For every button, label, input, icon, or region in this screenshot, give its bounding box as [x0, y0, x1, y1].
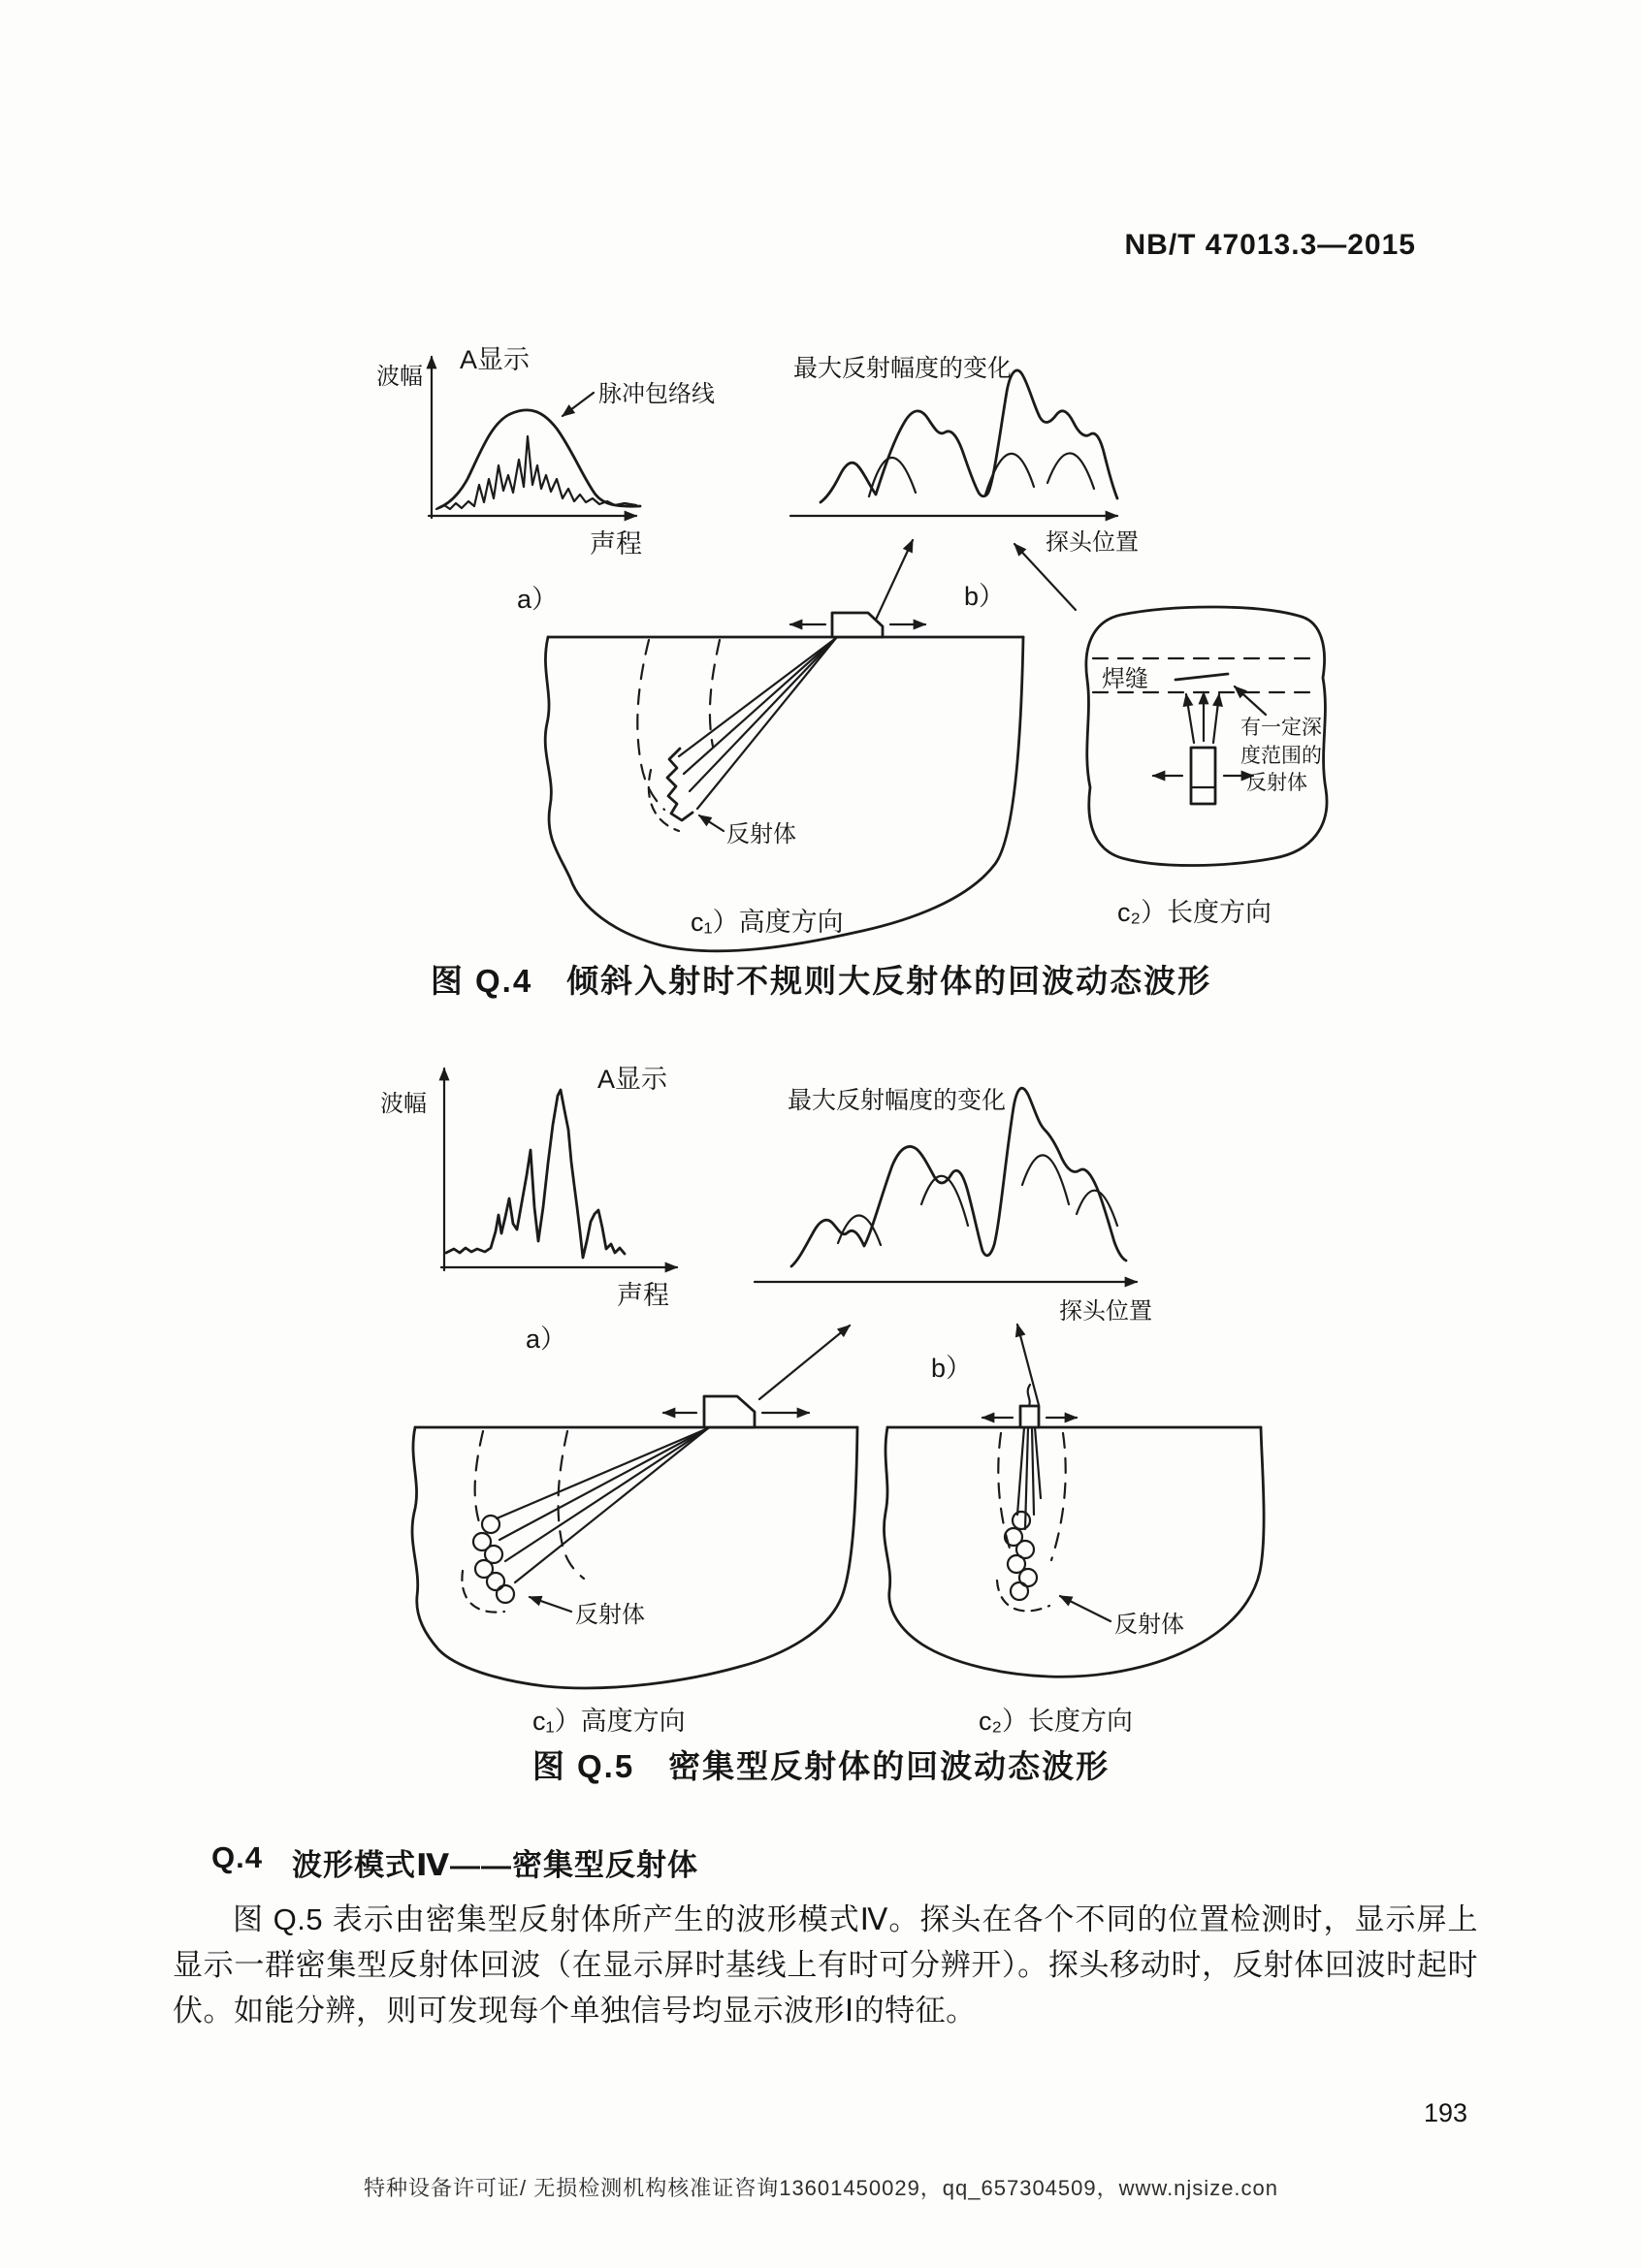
- q4a-panel-label: a）: [517, 585, 559, 614]
- q4c2-panel-label: c₂）长度方向: [1117, 898, 1272, 927]
- q5-connector-arrow-c1-to-b: [759, 1326, 850, 1399]
- q4c1-reflector-arrow: [699, 815, 724, 831]
- q4c2-note-line3: 反射体: [1246, 772, 1307, 794]
- figure-q4-panel-c2: [1086, 607, 1327, 927]
- q4a-y-label: 波幅: [376, 364, 423, 390]
- q4b-title: 最大反射幅度的变化: [793, 355, 1013, 382]
- section-heading: [211, 1840, 698, 1884]
- q4b-panel-label: b）: [964, 582, 1006, 611]
- section-title: 波形模式Ⅳ——密集型反射体: [291, 1848, 699, 1882]
- q5c2-dashed-path: [1051, 1433, 1066, 1560]
- q5c2-probe: [1020, 1406, 1039, 1427]
- figure-q5-panel-b: [755, 1087, 1152, 1383]
- q4c1-probe: [832, 613, 883, 637]
- q5c2-block-outline: [884, 1427, 1264, 1677]
- q4a-signal-curve: [436, 436, 636, 509]
- figure-q5-caption: 图 Q.5 密集型反射体的回波动态波形: [531, 1748, 1111, 1784]
- figure-q4-panel-a: [376, 345, 715, 614]
- q4c1-beam-lines: [679, 638, 836, 809]
- q4b-overlap-arc: [985, 454, 1034, 495]
- q4a-annotation-label: 脉冲包络线: [598, 381, 715, 407]
- q4c2-weld-label: 焊缝: [1102, 666, 1148, 692]
- q4a-title: A显示: [460, 345, 531, 374]
- figure-q5-panel-c1: [412, 1396, 857, 1736]
- q4a-annotation-arrow: [563, 393, 594, 416]
- q4c2-beam-arrows: [1186, 692, 1219, 743]
- q5c2-beam-lines: [1017, 1427, 1041, 1529]
- page-number: 193: [1424, 2098, 1468, 2127]
- q5b-panel-label: b）: [931, 1354, 973, 1383]
- q5c2-panel-label: c₂）长度方向: [979, 1707, 1133, 1736]
- standard-number: NB/T 47013.3—2015: [1124, 229, 1416, 261]
- q4b-echo-curve: [821, 370, 1117, 502]
- q4c1-panel-label: c₁）高度方向: [691, 908, 844, 937]
- q4c2-note-line1: 有一定深: [1240, 717, 1322, 739]
- q4c2-probe: [1191, 748, 1215, 804]
- q5b-title: 最大反射幅度的变化: [788, 1087, 1007, 1114]
- figure-q5-panel-c2: [884, 1385, 1264, 1736]
- q4c1-reflector-label: 反射体: [726, 821, 796, 847]
- q5c1-probe: [704, 1396, 755, 1427]
- q5c2-reflector-cluster: [1005, 1512, 1037, 1600]
- q5c2-probe-cable: [1028, 1385, 1030, 1406]
- q4b-overlap-arc: [1047, 453, 1094, 489]
- q4b-x-label: 探头位置: [1046, 529, 1139, 556]
- q5a-signal-curve: [446, 1090, 625, 1258]
- q4-connector-arrow-c1-to-b: [876, 540, 913, 620]
- figure-q5-panel-a: [380, 1065, 677, 1354]
- q4c1-reflector-shape: [667, 749, 692, 820]
- q5c1-beam-lines: [497, 1428, 708, 1582]
- q5c2-reflector-arrow: [1060, 1596, 1111, 1621]
- figure-q4-panel-c1: [545, 613, 1023, 951]
- q4c2-reflector-line: [1175, 674, 1228, 680]
- figure-q4-panel-b: [790, 355, 1139, 611]
- q5b-echo-curve: [791, 1088, 1126, 1266]
- q5a-y-label: 波幅: [380, 1091, 427, 1117]
- section-paragraph: 图 Q.5 表示由密集型反射体所产生的波形模式Ⅳ。探头在各个不同的位置检测时，显示屏上显示一群密集型反射体回波（在显示屏时基线上有时可分辨开）。探头移动时，反射体回波时起时伏。如能分辨，则可发现每个单独信号均显示波形Ⅰ的特征。: [173, 1902, 1478, 2028]
- q5c1-reflector-arrow: [530, 1597, 571, 1612]
- q5a-x-label: 声程: [617, 1281, 669, 1310]
- q4c2-note-line2: 度范围的: [1240, 745, 1322, 767]
- q5c1-panel-label: c₁）高度方向: [532, 1707, 686, 1736]
- q4a-x-label: 声程: [590, 529, 642, 559]
- footer-watermark: 特种设备许可证/ 无损检测机构核准证咨询13601450029，qq_657304509，www.njsize.con: [363, 2176, 1279, 2200]
- q5c2-reflector-label: 反射体: [1114, 1612, 1184, 1638]
- q5b-x-label: 探头位置: [1059, 1298, 1152, 1325]
- q4a-envelope-curve: [438, 410, 640, 508]
- q4c2-note-arrow: [1235, 687, 1266, 715]
- section-number: Q.4: [211, 1840, 263, 1874]
- q4c1-dashed-path: [637, 640, 664, 810]
- q5b-overlap-arc: [1077, 1191, 1117, 1226]
- q5c1-reflector-label: 反射体: [575, 1602, 645, 1628]
- q5b-overlap-arc: [1022, 1155, 1069, 1204]
- figure-q4-caption: 图 Q.4 倾斜入射时不规则大反射体的回波动态波形: [430, 963, 1212, 999]
- q5c1-dashed-path: [559, 1431, 584, 1579]
- q5a-title: A显示: [597, 1065, 668, 1094]
- q5a-panel-label: a）: [526, 1325, 567, 1354]
- q5c1-dashed-path: [475, 1431, 483, 1522]
